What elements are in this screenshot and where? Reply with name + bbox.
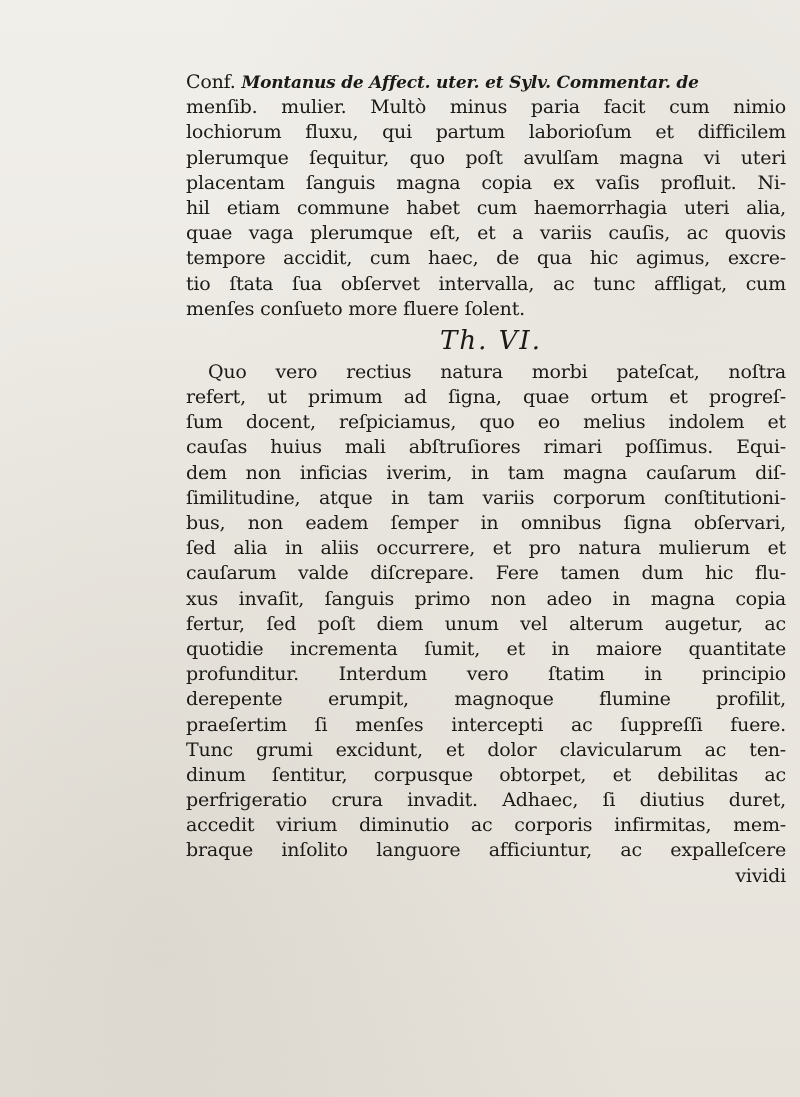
catchword: vividi [735,864,786,887]
paragraph-1 [186,95,786,322]
text-line: menſib. mulier. Multò minus paria facit cum nimio [186,96,786,119]
header-line [186,70,786,95]
citation: Montanus de Affect. uter. et Sylv. Commentar. de [241,73,699,93]
text-line: tio ſtata ſua obſervet intervalla, ac tunc affligat, cum [186,272,786,295]
text-line: profunditur. Interdum vero ſtatim in principio [186,663,786,686]
text-line: quotidie incrementa ſumit, et in maiore quantitate [186,637,786,660]
text-line: Quo vero rectius natura morbi pateſcat, noſtra [208,360,786,383]
text-line: perfrigeratio crura invadit. Adhaec, ſi diutius duret, [186,789,786,812]
paragraph-2 [186,360,786,864]
text-line: xus invaſit, ſanguis primo non adeo in magna copia [186,587,786,610]
text-line: tempore accidit, cum haec, de qua hic agimus, excre- [186,247,786,270]
text-line: accedit virium diminutio ac corporis infirmitas, mem- [186,814,786,837]
text-line: menſes conſueto more fluere ſolent. [186,297,525,320]
text-line: ſimilitudine, atque in tam variis corporum conſtitutioni- [186,486,786,509]
text-line: dinum ſentitur, corpusque obtorpet, et debilitas ac [186,763,786,786]
text-line: praeſertim ſi menſes intercepti ac ſuppreſſi fuere. [186,713,786,736]
text-line: ſed alia in aliis occurrere, et pro natura mulierum et [186,537,786,560]
text-line: derepente erumpit, magnoque flumine profilit, [186,688,786,711]
text-line: fertur, ſed poſt diem unum vel alterum augetur, ac [186,612,786,635]
section-heading: Th. VI. [440,325,542,356]
text-line: hil etiam commune habet cum haemorrhagia uteri alia, [186,196,786,219]
text-line: quae vaga plerumque eſt, et a variis cauſis, ac quovis [186,222,786,245]
text-block [186,70,786,889]
text-line: cauſarum valde diſcrepare. Fere tamen dum hic flu- [186,562,786,585]
text-line: Tunc grumi excidunt, et dolor clavicularum ac ten- [186,738,786,761]
text-line: dem non inficias iverim, in tam magna cauſarum diſ- [186,461,786,484]
text-line: placentam ſanguis magna copia ex vaſis profluit. Ni- [186,171,786,194]
text-line: bus, non eadem ſemper in omnibus ſigna obſervari, [186,512,786,534]
text-line: ſum docent, reſpiciamus, quo eo melius indolem et [186,411,786,434]
text-line: lochiorum fluxu, qui partum laborioſum et difficilem [186,121,786,144]
text-line: cauſas huius mali abſtruſiores rimari poſſimus. Equi- [186,436,786,459]
text-line: plerumque ſequitur, quo poſt avulſam magna vi uteri [186,146,786,169]
conf-label: Conf. [186,71,236,93]
text-line: braque inſolito languore afficiuntur, ac expalleſcere [186,839,786,862]
text-line: refert, ut primum ad ſigna, quae ortum et progreſ- [186,386,786,409]
